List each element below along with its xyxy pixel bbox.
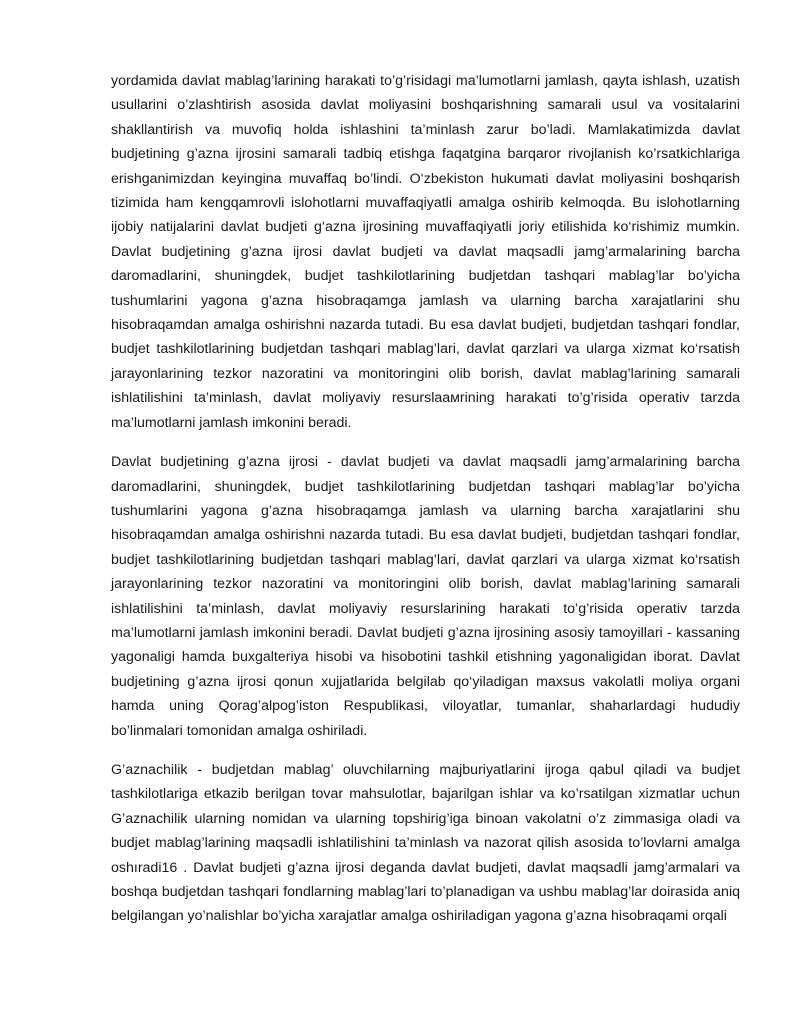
paragraph-3: G’aznachilik - budjetdan mablag’ oluvchilarning majburiyatlarini ijroga qabul qiladi va budjet tashkilotlariga etkazib berilgan tovar mahsulotlar, bajarilgan ishlar va ko’rsatilgan xizmatlar uchun G’aznachilik ularning nomidan va ularning topshirig’iga binoan vakolatni o’z zimmasiga oladi va budjet mablag’larining maqsadli ishlatilishini ta’minlash va nazorat qilish asosida to’lovlarni amalga oshıradi16 . Davlat budjeti g’azna ijrosi deganda davlat budjeti, davlat maqsadli jamg’armalari va boshqa budjetdan tashqari fondlarning mablag’lari to’planadigan va ushbu mablag’lar doirasida aniq belgilangan yo’nalishlar bo’yicha xarajatlar amalga oshiriladigan yagona g’azna hisobraqami orqali bbox=[111, 761, 740, 925]
paragraph-1: yordamida davlat mablag’larining harakati to’g’risidagi ma’lumotlarni jamlash, qayta ishlash, uzatish usullarini o’zlashtirish asosida davlat moliyasini boshqarishning samarali usul va vositalarini shakllantirish va muvofiq holda ishlashini ta’minlash zarur bo’ladi. Mamlakatimizda davlat budjetining g’azna ijrosini samarali tadbiq etishga faqatgina barqaror rivojlanish ko’rsatkichlariga erishganimizdan keyingina muvaffaq bo’lindi. O‘zbekiston hukumati davlat moliyasini boshqarish tizimida ham kengqamrovli islohotlarni muvaffaqiyatli amalga oshirib kelmoqda. Bu islohotlarning ijobiy natijalarini davlat budjeti g‘azna ijrosining muvaffaqiyatli joriy etilishida ko‘rishimiz mumkin. Davlat budjetining g’azna ijrosi davlat budjeti va davlat maqsadli jamg’armalarining barcha daromadlarini, shuningdek, budjet tashkilotlarining budjetdan tashqari mablag’lar bo’yicha tushumlarini yagona g’azna hisobraqamga jamlash va ularning barcha xarajatlarini shu hisobraqamdan amalga oshirishni nazarda tutadi. Bu esa davlat budjeti, budjetdan tashqari fondlar, budjet tashkilotlarining budjetdan tashqari mablag’lari, davlat qarzlari va ularga xizmat ko‘rsatish jarayonlarining tezkor nazoratini va monitoringini olib borish, davlat mablag’larining samarali ishlatilishini ta’minlash, davlat moliyaviy resurslaaмrining harakati to’g’risida operativ tarzda ma’lumotlarni jamlash imkonini beradi. bbox=[111, 73, 740, 431]
document-page bbox=[111, 69, 740, 944]
paragraph-2: Davlat budjetining g’azna ijrosi - davlat budjeti va davlat maqsadli jamg’armalarining barcha daromadlarini, shuningdek, budjet tashkilotlarining budjetdan tashqari mablag’lar bo’yicha tushumlarini yagona g’azna hisobraqamga jamlash va ularning barcha xarajatlarini shu hisobraqamdan amalga oshirishni nazarda tutadi. Bu esa davlat budjeti, budjetdan tashqari fondlar, budjet tashkilotlarining budjetdan tashqari mablag’lari, davlat qarzlari va ularga xizmat ko‘rsatish jarayonlarining tezkor nazoratini va monitoringini olib borish, davlat mablag’larining samarali ishlatilishini ta’minlash, davlat moliyaviy resurslarining harakati to’g’risida operativ tarzda ma’lumotlarni jamlash imkonini beradi. Davlat budjeti g’azna ijrosining asosiy tamoyillari - kassaning yagonaligi hamda buxgalteriya hisobi va hisobotini tashkil etishning yagonaligidan iborat. Davlat budjetining g’azna ijrosi qonun xujjatlarida belgilab qo‘yiladigan maxsus vakolatli moliya organi hamda uning Qorag’alpog’iston Respublikasi, viloyatlar, tumanlar, shaharlardagi hududiy bo’linmalari tomonidan amalga oshiriladi. bbox=[111, 454, 740, 739]
